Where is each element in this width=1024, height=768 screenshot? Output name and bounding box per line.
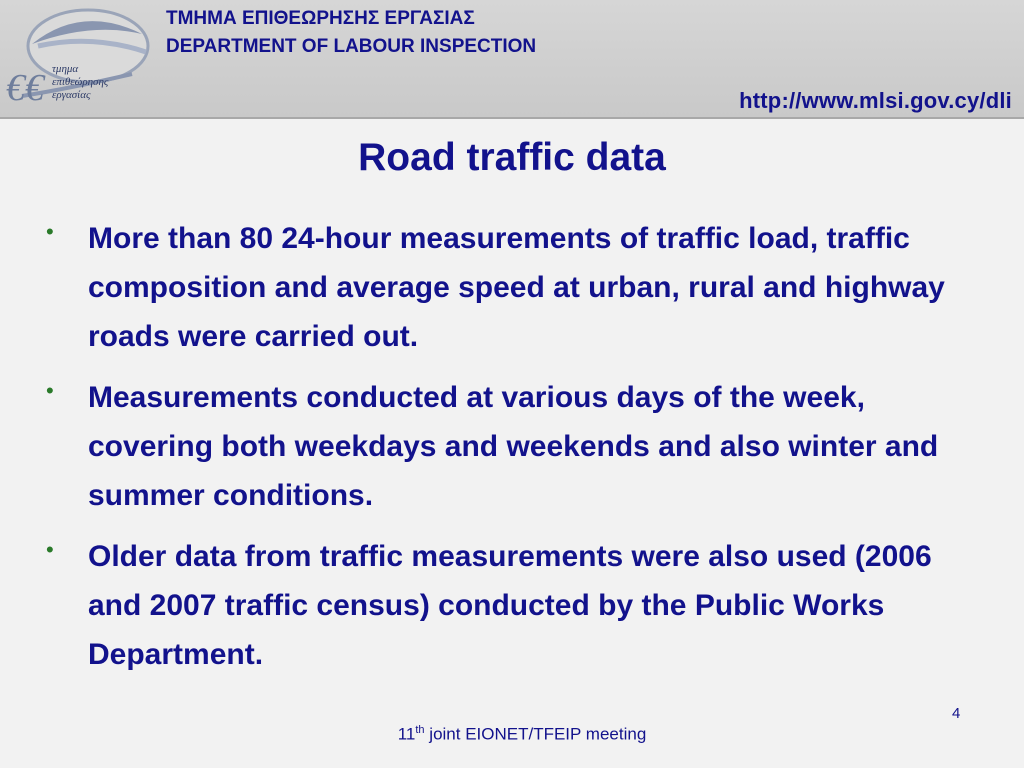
bullet-text: Older data from traffic measurements were also used (2006 and 2007 traffic census) conducted by the Public Works Department. xyxy=(88,540,932,671)
header-bar xyxy=(0,0,1024,119)
bullet-item xyxy=(40,373,990,520)
slide-title: Road traffic data xyxy=(358,136,666,179)
bullet-item xyxy=(40,214,990,361)
website-link[interactable]: http://www.mlsi.gov.cy/dli xyxy=(739,88,1012,113)
logo-line-1: τμημα xyxy=(52,63,79,75)
logo-line-3: εργασίας xyxy=(52,89,91,101)
bullet-text: Measurements conducted at various days of the week, covering both weekdays and weekends and also winter and summer conditions. xyxy=(88,381,939,512)
bullet-icon: • xyxy=(46,378,54,403)
footer-text xyxy=(0,724,1024,745)
bullet-list xyxy=(40,214,990,691)
logo-line-2: επιθεώρησης xyxy=(52,76,109,88)
bullet-icon: • xyxy=(46,219,54,244)
footer-prefix: 11 xyxy=(397,724,416,744)
footer-suffix: joint EIONET/TFEIP meeting xyxy=(424,724,647,744)
bullet-icon: • xyxy=(46,537,54,562)
footer-superscript: th xyxy=(415,724,425,736)
bullet-item xyxy=(40,532,990,679)
bullet-text: More than 80 24-hour measurements of traffic load, traffic composition and average speed at urban, rural and highway roads were carried out. xyxy=(88,222,945,353)
svg-text:€€: €€ xyxy=(6,67,44,109)
org-name-greek: ΤΜΗΜΑ ΕΠΙΘΕΩΡΗΣΗΣ ΕΡΓΑΣΙΑΣ xyxy=(166,8,475,29)
page-number: 4 xyxy=(952,705,961,722)
org-name-english: DEPARTMENT OF LABOUR INSPECTION xyxy=(166,36,537,57)
dli-logo xyxy=(2,4,152,112)
